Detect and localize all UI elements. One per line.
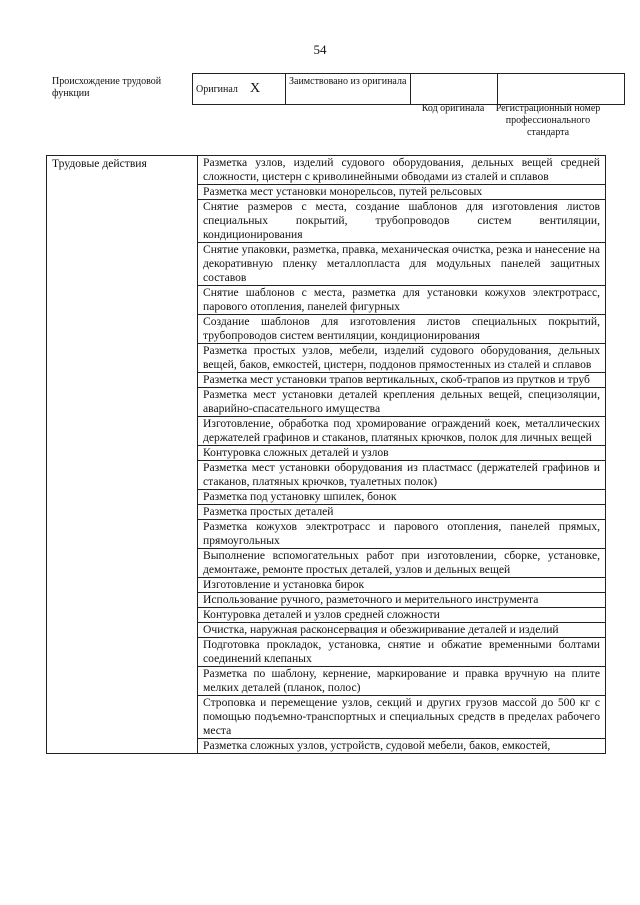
labor-action-item: Разметка сложных узлов, устройств, судовой мебели, баков, емкостей, [198, 739, 606, 754]
labor-action-item: Изготовление, обработка под хромирование ограждений коек, металлических держателей графинов и стаканов, платяных крючков, полок для личных вещей [198, 417, 606, 446]
labor-action-item: Контуровка сложных деталей и узлов [198, 446, 606, 461]
labor-action-item: Снятие упаковки, разметка, правка, механическая очистка, резка и нанесение на декоративную пленку металлопласта для модульных панелей защитных составов [198, 243, 606, 286]
original-label: Оригинал [196, 84, 238, 95]
original-cell [193, 74, 286, 105]
labor-action-item: Выполнение вспомогательных работ при изготовлении, сборке, установке, демонтаже, ремонте простых деталей, узлов и дельных вещей [198, 549, 606, 578]
labor-action-item: Разметка мест установки деталей крепления дельных вещей, специзоляции, аварийно-спасательного имущества [198, 388, 606, 417]
borrowed-cell [286, 74, 411, 105]
labor-action-item: Очистка, наружная расконсервация и обезжиривание деталей и изделий [198, 623, 606, 638]
page-number: 54 [313, 42, 327, 57]
labor-action-item: Разметка мест установки монорельсов, путей рельсовых [198, 185, 606, 200]
code-caption: Код оригинала [421, 103, 485, 114]
labor-action-item: Использование ручного, разметочного и мерительного инструмента [198, 593, 606, 608]
original-mark: X [250, 81, 261, 96]
origin-table [192, 73, 625, 105]
registration-caption: Регистрационный номер профессионального стандарта [495, 103, 601, 138]
labor-actions-label: Трудовые действия [47, 156, 198, 754]
labor-action-item: Разметка простых узлов, мебели, изделий судового оборудования, дельных вещей, баков, емкостей, цистерн, поддонов прямостенных из сталей и сплавов [198, 344, 606, 373]
labor-action-item: Изготовление и установка бирок [198, 578, 606, 593]
labor-action-item: Разметка под установку шпилек, бонок [198, 490, 606, 505]
labor-action-item: Контуровка деталей и узлов средней сложности [198, 608, 606, 623]
origin-label: Происхождение трудовой функции [52, 76, 162, 99]
labor-action-item: Разметка узлов, изделий судового оборудования, дельных вещей средней сложности, цистерн с криволинейными обводами из сталей и сплавов [198, 156, 606, 185]
labor-action-item: Строповка и перемещение узлов, секций и других грузов массой до 500 кг с помощью подъемно-транспортных и специальных средств в пределах рабочего места [198, 696, 606, 739]
labor-action-item: Разметка простых деталей [198, 505, 606, 520]
table-row [47, 156, 606, 185]
labor-action-item: Разметка кожухов электротрасс и парового отопления, панелей прямых, прямоугольных [198, 520, 606, 549]
labor-action-item: Создание шаблонов для изготовления листов специальных покрытий, трубопроводов систем вентиляции, кондиционирования [198, 315, 606, 344]
labor-action-item: Разметка мест установки оборудования из пластмасс (держателей графинов и стаканов, платяных крючков, туалетных полок) [198, 461, 606, 490]
labor-action-item: Снятие шаблонов с места, разметка для установки кожухов электротрасс, парового отопления, панелей фигурных [198, 286, 606, 315]
labor-actions-table [46, 155, 606, 754]
labor-action-item: Снятие размеров с места, создание шаблонов для изготовления листов специальных покрытий, трубопроводов систем вентиляции, кондиционирования [198, 200, 606, 243]
labor-action-item: Разметка мест установки трапов вертикальных, скоб-трапов из прутков и труб [198, 373, 606, 388]
labor-action-item: Разметка по шаблону, кернение, маркирование и правка вручную на плите мелких деталей (планок, полос) [198, 667, 606, 696]
borrowed-label: Заимствовано из оригинала [289, 76, 407, 87]
labor-action-item: Подготовка прокладок, установка, снятие и обжатие временными болтами соединений клепаных [198, 638, 606, 667]
original-code-cell [411, 74, 498, 105]
registration-number-cell [498, 74, 625, 105]
